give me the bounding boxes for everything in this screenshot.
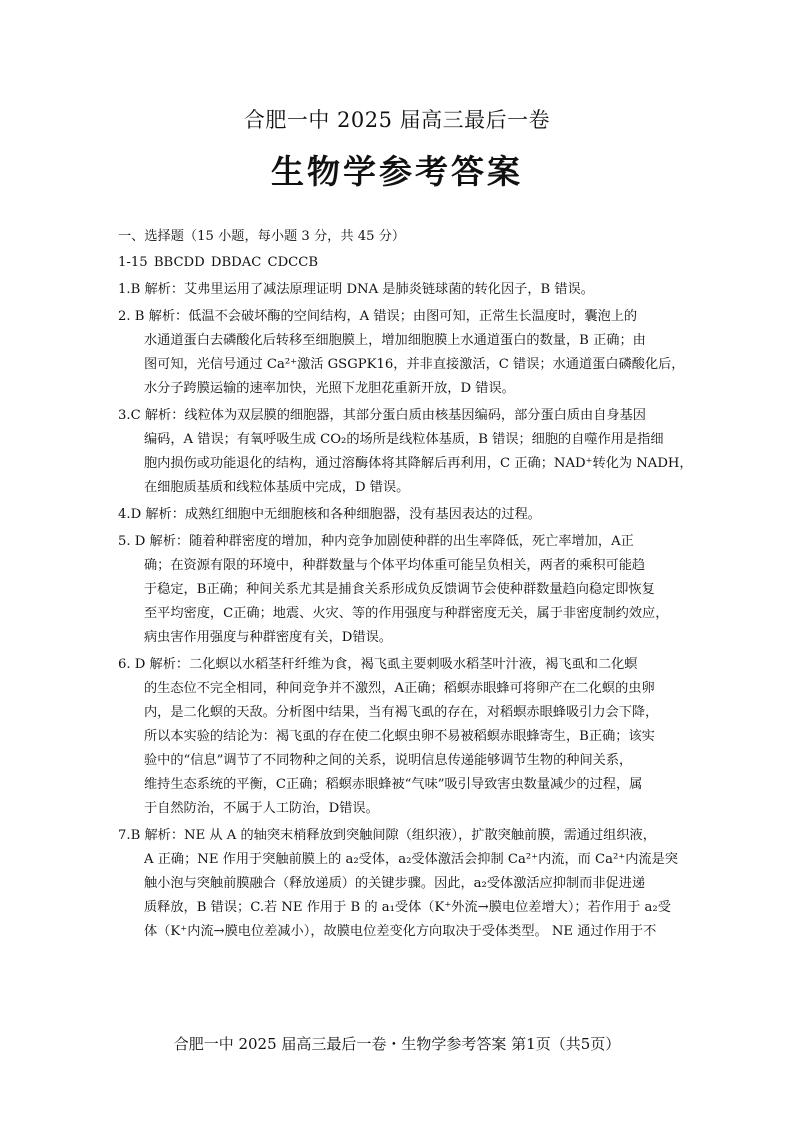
explanation-line: 水通道蛋白去磷酸化后转移至细胞膜上，增加细胞膜上水通道蛋白的数量，B 正确；由: [144, 333, 646, 348]
explanation-line: 的生态位不完全相同，种间竞争并不激烈，A正确；稻螟赤眼蜂可将卵产在二化螟的虫卵: [144, 681, 655, 696]
question-explanation: [118, 404, 693, 500]
question-list: [118, 278, 693, 944]
page-title: 生物学参考答案: [271, 152, 523, 191]
question-explanation: [118, 530, 678, 650]
explanation-line: 胞内损伤或功能退化的结构，通过溶酶体将其降解后再利用，C 正确；NAD⁺转化为 NADH，: [144, 456, 693, 471]
explanation-line: 4.D 解析：成熟红细胞中无细胞核和各种细胞器，没有基因表达的过程。: [118, 507, 541, 522]
explanation-line: 内，是二化螟的天敌。分析图中结果，当有褐飞虱的存在，对稻螟赤眼蜂吸引力会下降，: [144, 705, 659, 720]
explanation-line: 在细胞质基质和线粒体基质中完成，D 错误。: [144, 480, 410, 495]
explanation-line: 质释放，B 错误；C.若 NE 作用于 B 的 a₁受体（K⁺外流→膜电位差增大）；若作用于 a₂受: [144, 900, 671, 915]
explanation-line: 所以本实验的结论为：褐飞虱的存在使二化螟虫卵不易被稻螟赤眼蜂寄生，B正确；该实: [144, 729, 655, 744]
explanation-line: 5. D 解析：随着种群密度的增加，种内竞争加剧使种群的出生率降低，死亡率增加，A正: [118, 534, 634, 549]
explanation-line: 至平均密度，C正确；地震、火灾、等的作用强度与种群密度无关，属于非密度制约效应，: [144, 606, 669, 621]
explanation-line: 2. B 解析：低温不会破坏酶的空间结构，A 错误；由图可知，正常生长温度时，囊泡上的: [118, 309, 638, 324]
explanation-line: 图可知，光信号通过 Ca²⁺激活 GSGPK16，并非直接激活，C 错误；水通道蛋白磷酸化后，: [144, 357, 685, 372]
explanation-line: 3.C 解析：线粒体为双层膜的细胞器，其部分蛋白质由核基因编码，部分蛋白质由自身基因: [118, 408, 646, 423]
explanation-line: 验中的“信息”调节了不同物种之间的关系，说明信息传递能够调节生物的种间关系，: [144, 753, 633, 768]
page-footer: 合肥一中 2025 届高三最后一卷・生物学参考答案 第1页（共5页）: [173, 1035, 621, 1053]
explanation-line: 于稳定，B正确；种间关系尤其是捕食关系形成负反馈调节会使种群数量趋向稳定即恢复: [144, 582, 655, 597]
explanation-line: 触小泡与突触前膜融合（释放递质）的关键步骤。因此，a₂受体激活应抑制而非促进递: [144, 876, 646, 891]
explanation-line: 病虫害作用强度与种群密度有关，D错误。: [144, 630, 392, 645]
page-header: 合肥一中 2025 届高三最后一卷: [243, 108, 551, 132]
question-explanation: [118, 824, 678, 944]
question-explanation: [118, 503, 678, 527]
section-heading: 一、选择题（15 小题，每小题 3 分，共 45 分）: [118, 229, 406, 244]
answer-content: [118, 225, 693, 947]
question-explanation: [118, 653, 678, 821]
explanation-line: 1.B 解析：艾弗里运用了减法原理证明 DNA 是肺炎链球菌的转化因子，B 错误。: [118, 282, 594, 297]
question-explanation: [118, 305, 685, 401]
explanation-line: 7.B 解析：NE 从 A 的轴突末梢释放到突触间隙（组织液），扩散突触前膜，需通过组织液，: [118, 828, 656, 843]
explanation-line: 编码，A 错误；有氧呼吸生成 CO₂的场所是线粒体基质，B 错误；细胞的自噬作用是指细: [144, 432, 664, 447]
explanation-line: 于自然防治，不属于人工防治，D错误。: [144, 801, 379, 816]
question-explanation: [118, 278, 678, 302]
answer-key: 1-15 BBCDD DBDAC CDCCB: [118, 255, 319, 270]
explanation-line: 水分子跨膜运输的速率加快，光照下龙胆花重新开放，D 错误。: [144, 381, 515, 396]
explanation-line: 确；在资源有限的环境中，种群数量与个体平均体重可能呈负相关，两者的乘积可能趋: [144, 558, 646, 573]
explanation-line: 体（K⁺内流→膜电位差减小），故膜电位差变化方向取决于受体类型。 NE 通过作用于不: [144, 924, 657, 939]
explanation-line: 维持生态系统的平衡，C正确；稻螟赤眼蜂被“气味”吸引导致害虫数量减少的过程，属: [144, 777, 643, 792]
explanation-line: 6. D 解析：二化螟以水稻茎秆纤维为食，褐飞虱主要刺吸水稻茎叶汁液，褐飞虱和二化螟: [118, 657, 638, 672]
explanation-line: A 正确；NE 作用于突触前膜上的 a₂受体，a₂受体激活会抑制 Ca²⁺内流，而 Ca²⁺内流是突: [144, 852, 678, 867]
